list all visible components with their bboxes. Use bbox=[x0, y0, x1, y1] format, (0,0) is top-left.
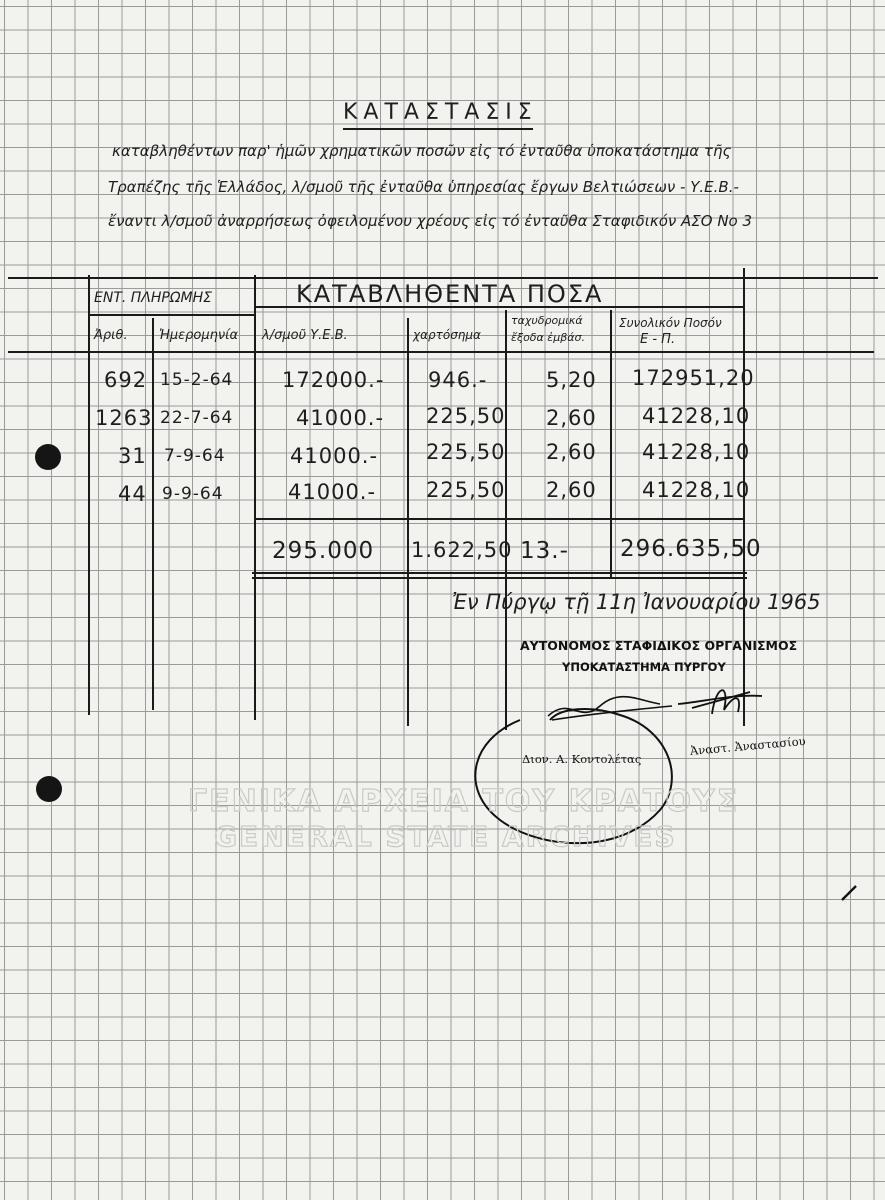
table-cell-total: 41228,10 bbox=[642, 478, 751, 502]
table-cell-postal: 2,60 bbox=[546, 478, 597, 502]
col-rule bbox=[88, 275, 90, 715]
table-cell-number: 44 bbox=[118, 482, 147, 506]
total-yeb: 295.000 bbox=[272, 538, 375, 564]
totals-bottom-rule-2 bbox=[252, 577, 747, 579]
table-cell-stamp: 225,50 bbox=[426, 404, 506, 428]
table-cell-number: 31 bbox=[118, 444, 147, 468]
stamp-branch: ΥΠΟΚΑΤΑΣΤΗΜΑ ΠΥΡΓΟΥ bbox=[562, 660, 726, 674]
intro-line-2: Τραπέζης τῆς Ἑλλάδος, λ/σμοῦ τῆς ἐνταῦθα ὑπηρεσίας ἔργων Βελτιώσεων - Υ.Ε.Β.- bbox=[108, 178, 739, 196]
intro-line-3: ἔναντι λ/σμοῦ ἀναρρήσεως ὀφειλομένου χρέους εἰς τό ἐνταῦθα Σταφιδικόν ΑΣΟ Νο 3 bbox=[108, 212, 753, 230]
table-cell-yeb: 41000.- bbox=[288, 480, 377, 504]
table-cell-postal: 2,60 bbox=[546, 406, 597, 430]
table-cell-total: 41228,10 bbox=[642, 404, 751, 428]
signatory-name-right: Ἀναστ. Ἀναστασίου bbox=[689, 733, 807, 758]
column-header-total-2: Ε - Π. bbox=[640, 332, 676, 347]
header-deposited-amounts: ΚΑΤΑΒΛΗΘΕΝΤΑ ΠΟΣΑ bbox=[296, 280, 604, 308]
table-top-rule bbox=[8, 277, 878, 279]
column-header-postal-fees-2: ἔξοδα ἐμβάσ. bbox=[511, 331, 585, 344]
title-underline bbox=[343, 128, 533, 130]
col-rule bbox=[610, 310, 612, 578]
table-cell-postal: 2,60 bbox=[546, 440, 597, 464]
column-header-stamp-duty: χαρτόσημα bbox=[413, 328, 481, 342]
column-header-date: Ἡμερομηνία bbox=[159, 328, 239, 343]
table-cell-yeb: 41000.- bbox=[290, 444, 379, 468]
archive-watermark-english: GENERAL STATE ARCHIVES bbox=[214, 820, 677, 853]
col-rule bbox=[152, 318, 154, 710]
page-title: ΚΑΤΑΣΤΑΣΙΣ bbox=[343, 100, 538, 125]
table-cell-total: 172951,20 bbox=[632, 366, 755, 390]
table-cell-yeb: 172000.- bbox=[282, 368, 385, 392]
header-payment-order: ΕΝΤ. ΠΛΗΡΩΜΗΣ bbox=[94, 290, 212, 306]
stamp-organization: ΑΥΤΟΝΟΜΟΣ ΣΤΑΦΙΔΙΚΟΣ ΟΡΓΑΝΙΣΜΟΣ bbox=[520, 638, 798, 653]
signatory-name-left: Διον. Α. Κοντολέτας bbox=[522, 752, 642, 766]
table-cell-date: 9-9-64 bbox=[162, 484, 224, 504]
table-cell-postal: 5,20 bbox=[546, 368, 597, 392]
col-rule bbox=[505, 310, 507, 730]
punch-hole bbox=[35, 444, 61, 470]
total-stamp: 1.622,50 bbox=[411, 538, 513, 562]
total-postal: 13.- bbox=[520, 538, 569, 564]
totals-top-rule bbox=[255, 518, 745, 520]
table-cell-stamp: 946.- bbox=[428, 368, 488, 392]
intro-line-1: καταβληθέντων παρ' ἡμῶν χρηματικῶν ποσῶν εἰς τό ἐνταῦθα ὑποκατάστημα τῆς bbox=[112, 142, 732, 160]
subheader-rule bbox=[90, 314, 255, 316]
table-cell-date: 7-9-64 bbox=[164, 446, 226, 466]
table-cell-total: 41228,10 bbox=[642, 440, 751, 464]
total-overall: 296.635,50 bbox=[620, 536, 762, 562]
table-cell-number: 1263 bbox=[95, 406, 153, 430]
punch-hole bbox=[36, 776, 62, 802]
col-rule bbox=[407, 318, 409, 726]
table-cell-yeb: 41000.- bbox=[296, 406, 385, 430]
place-date: Ἐν Πύργῳ τῇ 11η Ἰανουαρίου 1965 bbox=[452, 590, 821, 614]
column-header-number: Ἀριθ. bbox=[94, 328, 128, 343]
table-cell-date: 22-7-64 bbox=[160, 408, 234, 428]
table-cell-date: 15-2-64 bbox=[160, 370, 234, 390]
column-header-postal-fees-1: ταχυδρομικά bbox=[511, 314, 583, 327]
table-cell-stamp: 225,50 bbox=[426, 478, 506, 502]
col-rule bbox=[254, 275, 256, 720]
pen-mark bbox=[838, 880, 862, 904]
column-header-total-1: Συνολικόν Ποσόν bbox=[619, 316, 722, 330]
table-cell-stamp: 225,50 bbox=[426, 440, 506, 464]
column-header-yeb-account: λ/σμοῦ Υ.Ε.Β. bbox=[262, 328, 348, 343]
table-cell-number: 692 bbox=[104, 368, 148, 392]
totals-bottom-rule bbox=[252, 572, 747, 574]
archive-watermark-greek: ΓΕΝΙΚΑ ΑΡΧΕΙΑ ΤΟΥ ΚΡΑΤΟΥΣ bbox=[188, 784, 740, 819]
